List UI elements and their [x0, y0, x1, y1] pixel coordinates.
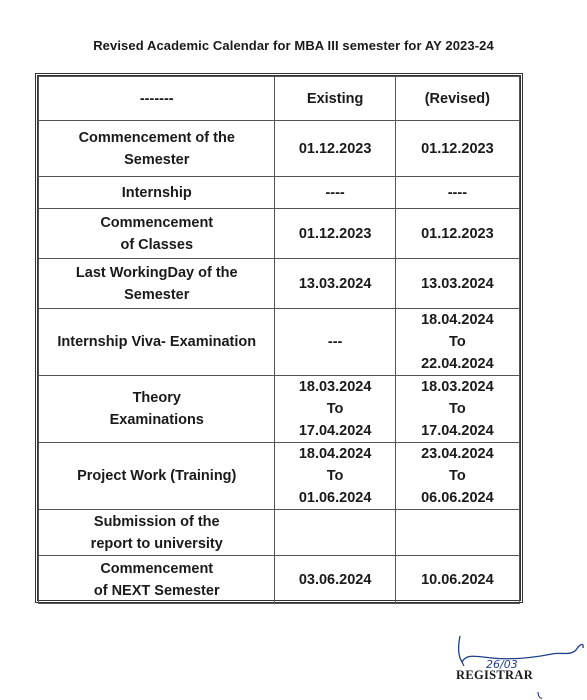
revised-date-cell-line: 22.04.2024	[421, 356, 494, 372]
event-cell-line: Project Work (Training)	[77, 468, 237, 484]
event-cell-line: Theory	[132, 390, 181, 406]
event-cell	[39, 510, 275, 556]
table-row	[39, 121, 520, 177]
existing-date-cell	[275, 177, 395, 209]
existing-date-cell	[275, 209, 395, 259]
calendar-table	[35, 73, 523, 603]
event-cell-line: Last WorkingDay of the	[75, 264, 238, 281]
event-cell	[39, 443, 275, 510]
event-cell-line: of Classes	[120, 236, 194, 253]
event-cell-line: Commencement	[100, 214, 214, 231]
revised-date-cell	[395, 309, 519, 376]
existing-date-cell-line: 17.04.2024	[298, 423, 372, 439]
event-cell-line: Internship	[121, 184, 192, 201]
event-cell-line: report to university	[90, 535, 223, 552]
existing-date-cell-line: 13.03.2024	[298, 275, 372, 292]
event-cell	[39, 556, 275, 604]
event-cell	[39, 259, 275, 309]
revised-date-cell	[395, 121, 519, 177]
event-cell-line: Commencement	[100, 560, 214, 577]
event-cell	[39, 376, 275, 443]
registrar-label: REGISTRAR	[456, 668, 534, 682]
table-row	[39, 177, 520, 209]
existing-date-cell	[275, 443, 395, 510]
event-cell-line: Commencement of the	[78, 129, 235, 146]
event-cell	[39, 209, 275, 259]
header-event-col: -------	[39, 77, 275, 121]
existing-date-cell	[275, 309, 395, 376]
header-revised-col: (Revised)	[395, 77, 519, 121]
event-cell-line: Submission of the	[93, 513, 220, 530]
event-cell-line: Internship Viva- Examination	[57, 334, 257, 350]
table-row	[39, 510, 520, 556]
event-cell-line: of NEXT Semester	[93, 582, 220, 599]
revised-date-cell-line: 18.04.2024	[421, 312, 494, 328]
existing-date-cell	[275, 376, 395, 443]
event-cell-line: Semester	[124, 286, 190, 303]
existing-date-cell-line: ---	[327, 334, 343, 350]
revised-date-cell-line: To	[449, 334, 466, 350]
event-cell	[39, 309, 275, 376]
document-title: Revised Academic Calendar for MBA III semester for AY 2023-24	[93, 38, 494, 53]
existing-date-cell	[275, 556, 395, 604]
revised-date-cell-line: 10.06.2024	[421, 571, 494, 588]
table-row	[39, 259, 520, 309]
table-row	[39, 443, 520, 510]
revised-date-cell-line: To	[449, 468, 466, 484]
registrar-signature	[452, 632, 587, 700]
event-cell-line: Examinations	[109, 412, 204, 428]
existing-date-cell	[275, 510, 395, 556]
header-row	[39, 77, 520, 121]
signature-date: 26/03	[486, 658, 518, 671]
revised-date-cell-line: 23.04.2024	[421, 446, 494, 462]
event-cell	[39, 121, 275, 177]
event-cell	[39, 177, 275, 209]
existing-date-cell-line: 01.12.2023	[298, 140, 372, 157]
table-row	[39, 209, 520, 259]
existing-date-cell-line: ----	[325, 184, 345, 201]
header-existing-col: Existing	[275, 77, 395, 121]
revised-date-cell	[395, 259, 519, 309]
revised-date-cell	[395, 209, 519, 259]
table-row	[39, 309, 520, 376]
revised-date-cell	[395, 510, 519, 556]
revised-date-cell-line: 01.12.2023	[421, 140, 494, 157]
revised-date-cell	[395, 443, 519, 510]
existing-date-cell-line: To	[326, 401, 344, 417]
existing-date-cell	[275, 259, 395, 309]
revised-date-cell-line: 18.03.2024	[421, 379, 494, 395]
existing-date-cell-line: 03.06.2024	[298, 571, 372, 588]
revised-date-cell	[395, 376, 519, 443]
revised-date-cell-line: To	[449, 401, 466, 417]
table-row	[39, 556, 520, 604]
revised-date-cell-line: 13.03.2024	[421, 275, 494, 292]
revised-date-cell-line: 06.06.2024	[421, 490, 494, 506]
existing-date-cell-line: 18.04.2024	[298, 446, 372, 462]
revised-date-cell-line: 01.12.2023	[421, 225, 494, 242]
revised-date-cell-line: 17.04.2024	[421, 423, 494, 439]
revised-date-cell	[395, 556, 519, 604]
existing-date-cell-line: To	[326, 468, 344, 484]
event-cell-line: Semester	[124, 151, 190, 168]
table-row	[39, 376, 520, 443]
existing-date-cell-line: 01.06.2024	[298, 490, 372, 506]
revised-date-cell-line: ----	[447, 184, 468, 201]
existing-date-cell-line: 18.03.2024	[298, 379, 372, 395]
existing-date-cell	[275, 121, 395, 177]
revised-date-cell	[395, 177, 519, 209]
existing-date-cell-line: 01.12.2023	[298, 225, 372, 242]
